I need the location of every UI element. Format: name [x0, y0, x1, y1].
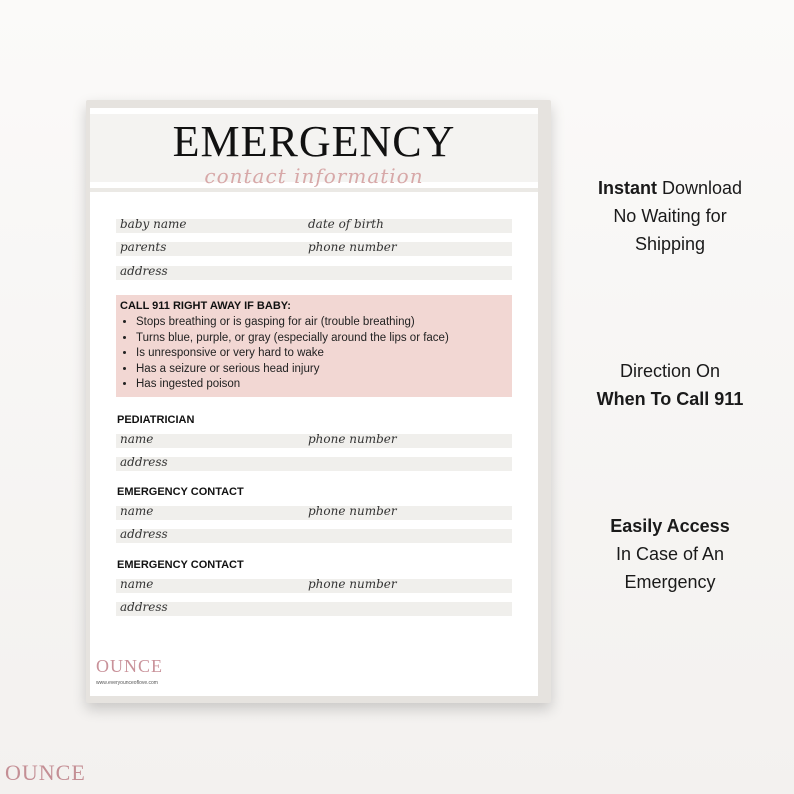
sheet-subtitle: contact information	[204, 164, 424, 188]
field-row-pediatrician-address	[116, 457, 512, 471]
label-address: address	[120, 264, 168, 278]
feature-1-line2: No Waiting for	[613, 206, 727, 226]
title-divider	[90, 188, 538, 192]
label-name: name	[120, 432, 154, 446]
label-phone-number: phone number	[308, 504, 397, 518]
field-row-address	[116, 266, 512, 280]
printable-sheet	[90, 108, 538, 696]
feature-easily-access	[560, 512, 780, 596]
call-911-list	[120, 315, 449, 393]
field-row-contact2-address	[116, 602, 512, 616]
list-item: • Has ingested poison	[136, 377, 449, 393]
label-date-of-birth: date of birth	[308, 217, 384, 231]
feature-3-bold: Easily Access	[610, 516, 730, 536]
field-row-contact1-name	[116, 506, 512, 520]
feature-2-bold: When To Call 911	[596, 389, 744, 409]
field-row-pediatrician-name	[116, 434, 512, 448]
feature-when-to-call	[560, 357, 780, 413]
sheet-brand-url: www.everyounceoflove.com	[96, 680, 158, 686]
sheet-brand-logo: OUNCE	[96, 656, 163, 676]
feature-1-bold: Instant	[597, 178, 657, 198]
field-row-contact2-name	[116, 579, 512, 593]
feature-2-line1: Direction On	[619, 361, 721, 381]
label-phone-number: phone number	[308, 240, 397, 254]
footer-brand-logo: OUNCE	[5, 760, 86, 785]
sheet-title: EMERGENCY	[172, 117, 456, 166]
label-phone-number: phone number	[308, 577, 397, 591]
feature-1-rest: Download	[656, 178, 743, 198]
list-item: • Has a seizure or serious head injury	[136, 362, 449, 378]
feature-instant-download	[560, 174, 780, 258]
section-heading-pediatrician: PEDIATRICIAN	[117, 414, 195, 426]
list-item: • Turns blue, purple, or gray (especially around the lips or face)	[136, 331, 449, 347]
label-baby-name: baby name	[120, 217, 187, 231]
section-heading-emergency-contact-1: EMERGENCY CONTACT	[117, 486, 244, 498]
label-address: address	[120, 600, 168, 614]
label-parents: parents	[120, 240, 167, 254]
feature-3-line3: Emergency	[624, 572, 716, 592]
label-name: name	[120, 504, 154, 518]
feature-3-line2: In Case of An	[615, 544, 725, 564]
list-item: • Stops breathing or is gasping for air (trouble breathing)	[136, 315, 449, 331]
label-name: name	[120, 577, 154, 591]
label-phone-number: phone number	[308, 432, 397, 446]
feature-1-line3: Shipping	[634, 234, 706, 254]
list-item: • Is unresponsive or very hard to wake	[136, 346, 449, 362]
field-row-contact1-address	[116, 529, 512, 543]
label-address: address	[120, 527, 168, 541]
call-911-box	[116, 295, 512, 397]
label-address: address	[120, 455, 168, 469]
section-heading-emergency-contact-2: EMERGENCY CONTACT	[117, 559, 244, 571]
field-row-parents	[116, 242, 512, 256]
field-row-baby	[116, 219, 512, 233]
call-911-title: CALL 911 RIGHT AWAY IF BABY:	[120, 300, 291, 312]
